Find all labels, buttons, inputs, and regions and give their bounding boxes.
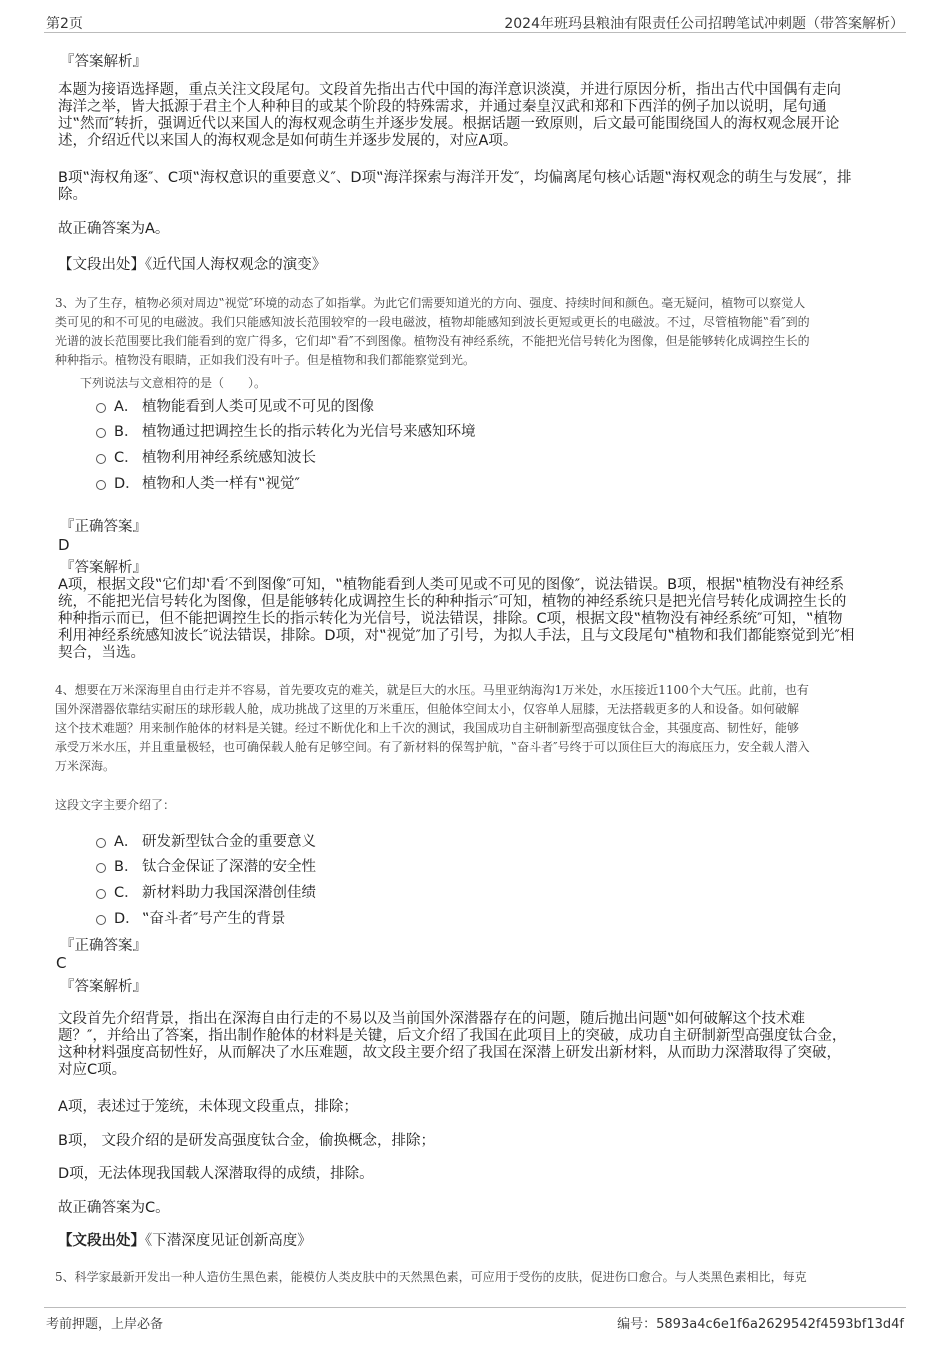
q3-analysis-line: 利用神经系统感知波长″说法错误，排除。D项，对‟视觉″加了引号，为拟人手法，且与文段尾句‟植物和我们都能察觉到光″相 — [58, 628, 855, 644]
q3-analysis-label: 『答案解析』 — [60, 560, 147, 576]
option-text: 植物和人类一样有‟视觉″ — [142, 476, 300, 492]
radio-icon[interactable] — [96, 915, 106, 925]
radio-icon[interactable] — [96, 863, 106, 873]
q3-analysis-line: 契合，当选。 — [58, 645, 145, 661]
q2-analysis-line: 述，介绍近代以来国人的海权观念是如何萌生并逐步发展的，对应A项。 — [58, 133, 518, 149]
q3-analysis — [58, 577, 854, 662]
q3-correct-answer: D — [58, 536, 70, 554]
source-label: 【文段出处】 — [58, 1233, 145, 1249]
option-letter: B． — [114, 424, 139, 440]
q4-prompt: 这段文字主要介绍了： — [55, 798, 176, 812]
q4-correct-label: 『正确答案』 — [60, 938, 147, 954]
q4-option-a[interactable] — [96, 833, 316, 851]
q4-analysis-line: 这种材料强度高韧性好，从而解决了水压难题，故文段主要介绍了我国在深潜上研发出新材料，从而助力深潜取得了突破， — [58, 1045, 841, 1061]
document-title: 2024年班玛县粮油有限责任公司招聘笔试冲刺题（带答案解析） — [504, 16, 904, 32]
q3-option-a[interactable] — [96, 398, 374, 416]
q4-conclusion: 故正确答案为C。 — [58, 1200, 170, 1216]
q3-passage — [55, 294, 810, 370]
q4-analysis-line: 题？″，并给出了答案，指出制作舱体的材料是关键，后文介绍了我国在此项目上的突破，成功自主研制新型高强度钛合金， — [58, 1028, 847, 1044]
q2-exclusion — [58, 170, 851, 204]
q2-analysis-line: 过‟然而″转折，强调近代以来国人的海权观念萌生并逐步发展。根据话题一致原则，后文最可能围绕国人的海权观念展开论 — [58, 116, 840, 132]
option-text: 钛合金保证了深潜的安全性 — [142, 859, 316, 875]
code-value: 5893a4c6e1f6a2629542f4593bf13d4f — [656, 1317, 904, 1332]
option-letter: D． — [114, 911, 140, 927]
option-text: ‟奋斗者″号产生的背景 — [142, 911, 286, 927]
footer-rule — [44, 1307, 906, 1308]
q3-option-c[interactable] — [96, 449, 316, 467]
radio-icon[interactable] — [96, 889, 106, 899]
radio-icon[interactable] — [96, 454, 106, 464]
option-text: 新材料助力我国深潜创佳绩 — [142, 885, 316, 901]
q2-analysis — [58, 82, 841, 150]
q4-correct-answer: C — [56, 954, 67, 972]
q4-exclusion-b: B项， 文段介绍的是研发高强度钛合金，偷换概念，排除； — [58, 1133, 436, 1149]
q2-exclusion-line: 除。 — [58, 187, 87, 203]
q3-option-b[interactable] — [96, 423, 476, 441]
q4-exclusion-d: D项，无法体现我国载人深潜取得的成绩，排除。 — [58, 1166, 374, 1182]
q3-passage-line: 3、为了生存，植物必须对周边‟视觉″环境的动态了如指掌。为此它们需要知道光的方向、强度、持续时间和颜色。毫无疑问，植物可以察觉人 — [55, 296, 806, 310]
q4-passage-line: 4、想要在万米深海里自由行走并不容易，首先要攻克的难关，就是巨大的水压。马里亚纳海沟1万米处，水压接近1100个大气压。此前，也有 — [55, 683, 809, 697]
option-letter: C． — [114, 885, 139, 901]
q3-analysis-line: 统，不能把光信号转化为图像，但是能够转化成调控生长的种种指示″可知，植物的神经系统只是把光信号转化成调控生长的 — [58, 594, 847, 610]
option-letter: B． — [114, 859, 139, 875]
q2-analysis-line: 海洋之举，皆大抵源于君主个人种种目的或某个阶段的特殊需求，并通过秦皇汉武和郑和下西洋的例子加以说明，尾句通 — [58, 99, 827, 115]
q2-analysis-line: 本题为接语选择题，重点关注文段尾句。文段首先指出古代中国的海洋意识淡漠，并进行原因分析，指出古代中国偶有走向 — [58, 82, 841, 98]
source-title: 《下潜深度见证创新高度》 — [145, 1233, 312, 1249]
q4-option-c[interactable] — [96, 884, 316, 902]
q3-correct-label: 『正确答案』 — [60, 519, 147, 535]
q3-passage-line: 类可见的和不可见的电磁波。我们只能感知波长范围较窄的一段电磁波，植物却能感知到波长更短或更长的电磁波。不过，尽管植物能‟看″到的 — [55, 315, 810, 329]
option-text: 植物通过把调控生长的指示转化为光信号来感知环境 — [142, 424, 476, 440]
q4-passage-line: 国外深潜器依靠结实耐压的球形载人舱，成功挑战了这里的万米重压，但舱体空间太小，仅容单人屈膝，无法搭载更多的人和设备。如何破解 — [55, 702, 800, 716]
q3-analysis-line: A项，根据文段‟它们却‛看′不到图像″可知，‟植物能看到人类可见或不可见的图像″，说法错误。B项，根据‟植物没有神经系 — [58, 577, 845, 593]
q4-analysis-line: 文段首先介绍背景，指出在深海自由行走的不易以及当前国外深潜器存在的问题，随后抛出问题‟如何破解这个技术难 — [58, 1011, 806, 1027]
option-letter: A． — [114, 399, 139, 415]
q2-analysis-label: 『答案解析』 — [60, 54, 147, 70]
q3-analysis-line: 种种指示而已，但不能把调控生长的指示转化为光信号，说法错误，排除。C项，根据文段‟植物没有神经系统″可知，‟植物 — [58, 611, 843, 627]
q3-prompt: 下列说法与文意相符的是（ ）。 — [80, 376, 267, 390]
q4-analysis-label: 『答案解析』 — [60, 979, 147, 995]
header-rule — [44, 32, 906, 33]
radio-icon[interactable] — [96, 403, 106, 413]
q4-passage-line: 这个技术难题？用来制作舱体的材料是关键。经过不断优化和上千次的测试，我国成功自主研制新型高强度钛合金，其强度高、韧性好，能够 — [55, 721, 800, 735]
option-letter: A． — [114, 834, 139, 850]
q4-analysis — [58, 1011, 846, 1079]
q3-passage-line: 种种指示。植物没有眼睛，正如我们没有叶子。但是植物和我们都能察觉到光。 — [55, 353, 476, 367]
option-letter: C． — [114, 450, 139, 466]
radio-icon[interactable] — [96, 838, 106, 848]
q2-exclusion-line: B项‟海权角逐″、C项‟海权意识的重要意义″、D项‟海洋探索与海洋开发″，均偏离尾句核心话题‟海权观念的萌生与发展″，排 — [58, 170, 852, 186]
q3-option-d[interactable] — [96, 475, 300, 493]
q4-source — [58, 1233, 312, 1250]
q4-passage-line: 承受万米水压，并且重量极轻，也可确保载人舱有足够空间。有了新材料的保驾护航，‟奋斗者″号终于可以顶住巨大的海底压力，安全载人潜入 — [55, 740, 810, 754]
footer-slogan: 考前押题，上岸必备 — [46, 1317, 164, 1332]
q4-exclusion-a: A项，表述过于笼统，未体现文段重点，排除； — [58, 1099, 358, 1115]
page-number: 第2页 — [46, 16, 83, 32]
option-text: 研发新型钛合金的重要意义 — [142, 834, 316, 850]
option-text: 植物能看到人类可见或不可见的图像 — [142, 399, 374, 415]
q4-passage-line: 万米深海。 — [55, 759, 116, 773]
radio-icon[interactable] — [96, 428, 106, 438]
option-letter: D． — [114, 476, 140, 492]
q4-option-b[interactable] — [96, 858, 316, 876]
q2-source: 【文段出处】《近代国人海权观念的演变》 — [58, 257, 327, 273]
document-code — [617, 1313, 904, 1332]
option-text: 植物利用神经系统感知波长 — [142, 450, 316, 466]
q2-conclusion: 故正确答案为A。 — [58, 221, 170, 237]
q4-analysis-line: 对应C项。 — [58, 1062, 127, 1078]
code-label: 编号： — [617, 1317, 657, 1332]
q5-passage: 5、科学家最新开发出一种人造仿生黑色素，能模仿人类皮肤中的天然黑色素，可应用于受伤的皮肤，促进伤口愈合。与人类黑色素相比，每克 — [55, 1270, 807, 1284]
q4-option-d[interactable] — [96, 910, 285, 928]
q3-passage-line: 光谱的波长范围要比我们能看到的宽广得多，它们却‟看″不到图像。植物没有神经系统，不能把光信号转化为图像，但是能够转化成调控生长的 — [55, 334, 810, 348]
q4-passage — [55, 681, 810, 776]
radio-icon[interactable] — [96, 480, 106, 490]
